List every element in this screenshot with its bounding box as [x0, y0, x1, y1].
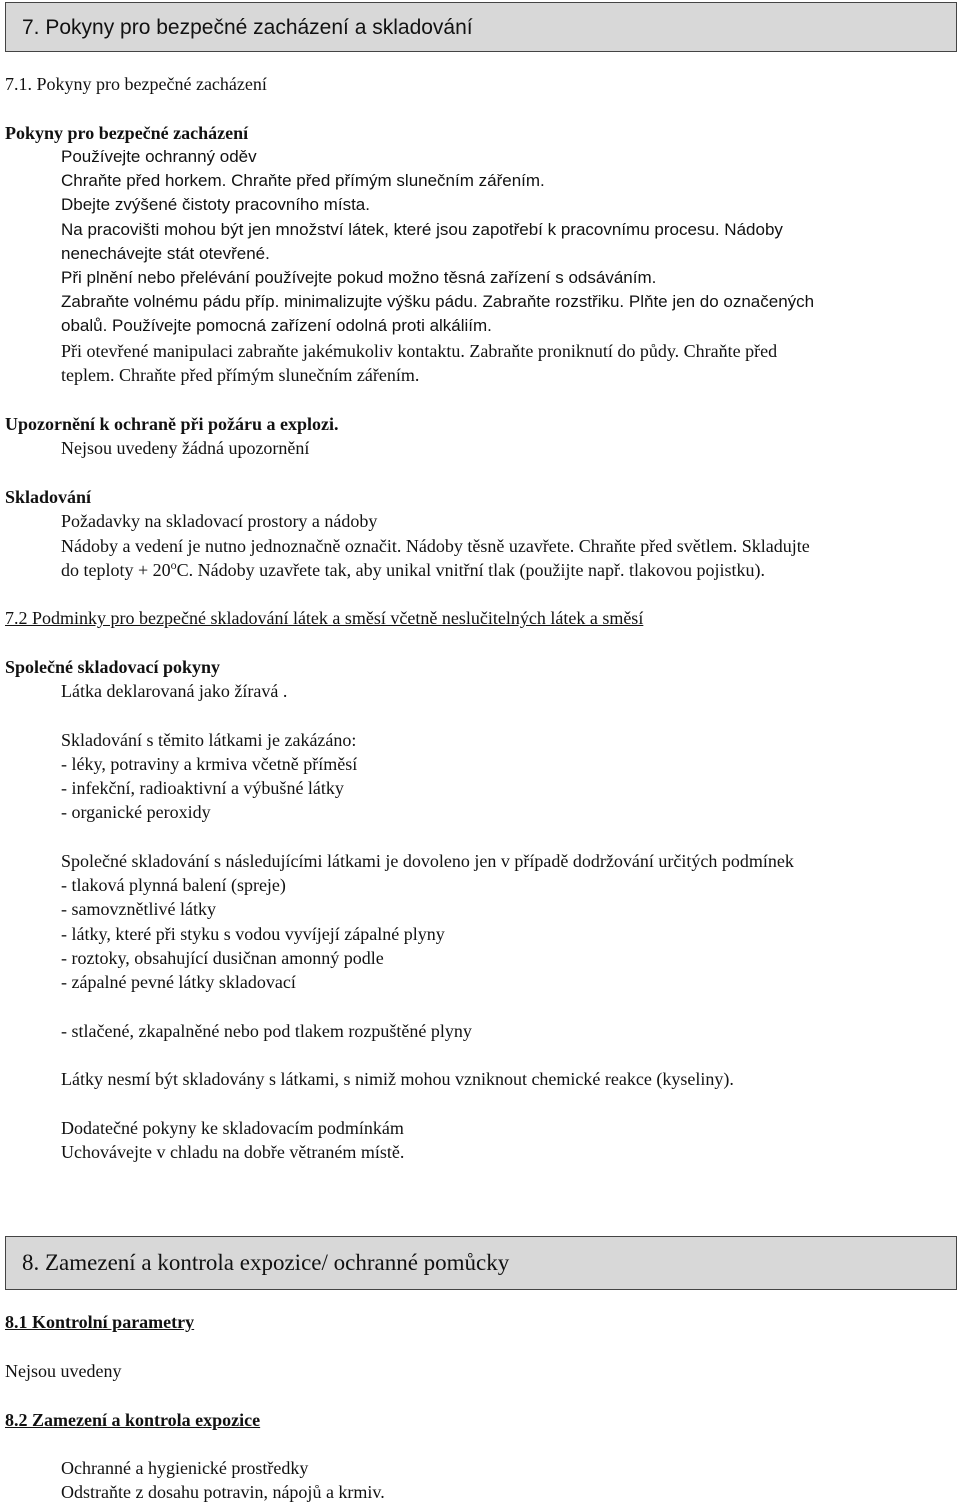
fire-heading: Upozornění k ochraně při požáru a explozi.	[5, 414, 339, 434]
handling-line: obalů. Používejte pomocná zařízení odolná proti alkáliím.	[61, 316, 492, 335]
storage-line-temperature: do teploty + $20^oC$. Nádoby uzavřete tak, aby unikal vnitřní tlak (použijte např. tlakovou pojistku).	[61, 558, 766, 580]
handling-line: Chraňte před horkem. Chraňte před přímým slunečním zářením.	[61, 171, 545, 190]
conditional-item: - stlačené, zkapalněné nebo pod tlakem rozpuštěné plyny	[61, 1021, 472, 1041]
storage-line: Nádoby a vedení je nutno jednoznačně označit. Nádoby těsně uzavřete. Chraňte před světlem. Skladujte	[61, 536, 810, 556]
handling-line: Dbejte zvýšené čistoty pracovního místa.	[61, 195, 370, 214]
subsection-8-1-text: Nejsou uvedeny	[5, 1361, 122, 1381]
storage-heading: Skladování	[5, 487, 92, 507]
section-8-header	[5, 1236, 957, 1290]
additional-text: Uchovávejte v chladu na dobře větraném místě.	[61, 1142, 405, 1162]
handling-line: teplem. Chraňte před přímým slunečním zářením.	[61, 365, 420, 385]
conditional-item: - tlaková plynná balení (spreje)	[61, 875, 286, 895]
forbidden-item: - infekční, radioaktivní a výbušné látky	[61, 778, 344, 798]
conditional-item: - látky, které při styku s vodou vyvíjejí zápalné plyny	[61, 924, 445, 944]
conditional-item: - samovznětlivé látky	[61, 899, 216, 919]
forbidden-item: - léky, potraviny a krmiva včetně příměsí	[61, 754, 358, 774]
section-7-header	[5, 2, 957, 52]
common-storage-text: Látka deklarovaná jako žíravá .	[61, 681, 288, 701]
handling-line: nenechávejte stát otevřené.	[61, 244, 270, 263]
conditional-heading: Společné skladování s následujícími látkami je dovoleno jen v případě dodržování určitých podmínek	[61, 851, 794, 871]
forbidden-item: - organické peroxidy	[61, 802, 211, 822]
section-7-title: 7. Pokyny pro bezpečné zacházení a skladování	[22, 16, 473, 39]
conditional-item: - roztoky, obsahující dusičnan amonný podle	[61, 948, 384, 968]
handling-line: Při otevřené manipulaci zabraňte jakémukoliv kontaktu. Zabraňte proniknutí do půdy. Chraňte před	[61, 341, 778, 361]
hygiene-heading: Ochranné a hygienické prostředky	[61, 1458, 309, 1478]
handling-line: Při plnění nebo přelévání používejte pokud možno těsná zařízení s odsáváním.	[61, 268, 657, 287]
hygiene-text: Odstraňte z dosahu potravin, nápojů a krmiv.	[61, 1482, 385, 1502]
acids-text: Látky nesmí být skladovány s látkami, s nimiž mohou vzniknout chemické reakce (kyseliny).	[61, 1069, 734, 1089]
section-8-title: 8. Zamezení a kontrola expozice/ ochranné pomůcky	[22, 1250, 510, 1275]
subsection-7-1-title: 7.1. Pokyny pro bezpečné zacházení	[5, 74, 267, 94]
handling-heading: Pokyny pro bezpečné zacházení	[5, 123, 249, 143]
conditional-item: - zápalné pevné látky skladovací	[61, 972, 296, 992]
handling-line: Zabraňte volnému pádu příp. minimalizujte výšku pádu. Zabraňte rozstřiku. Plňte jen do označených	[61, 292, 815, 311]
subsection-7-2-title: 7.2 Podminky pro bezpečné skladování látek a směsí včetně neslučitelných látek a směsí	[5, 608, 644, 628]
subsection-8-1-title: 8.1 Kontrolní parametry	[5, 1312, 195, 1332]
storage-subheading: Požadavky na skladovací prostory a nádoby	[61, 511, 378, 531]
forbidden-heading: Skladování s těmito látkami je zakázáno:	[61, 730, 357, 750]
additional-heading: Dodatečné pokyny ke skladovacím podmínkám	[61, 1118, 404, 1138]
common-storage-heading: Společné skladovací pokyny	[5, 657, 221, 677]
subsection-8-2-title: 8.2 Zamezení a kontrola expozice	[5, 1410, 261, 1430]
handling-line: Používejte ochranný oděv	[61, 147, 257, 166]
fire-text: Nejsou uvedeny žádná upozornění	[61, 438, 310, 458]
handling-line: Na pracovišti mohou být jen množství látek, které jsou zapotřebí k pracovnímu procesu. Nádoby	[61, 220, 783, 239]
